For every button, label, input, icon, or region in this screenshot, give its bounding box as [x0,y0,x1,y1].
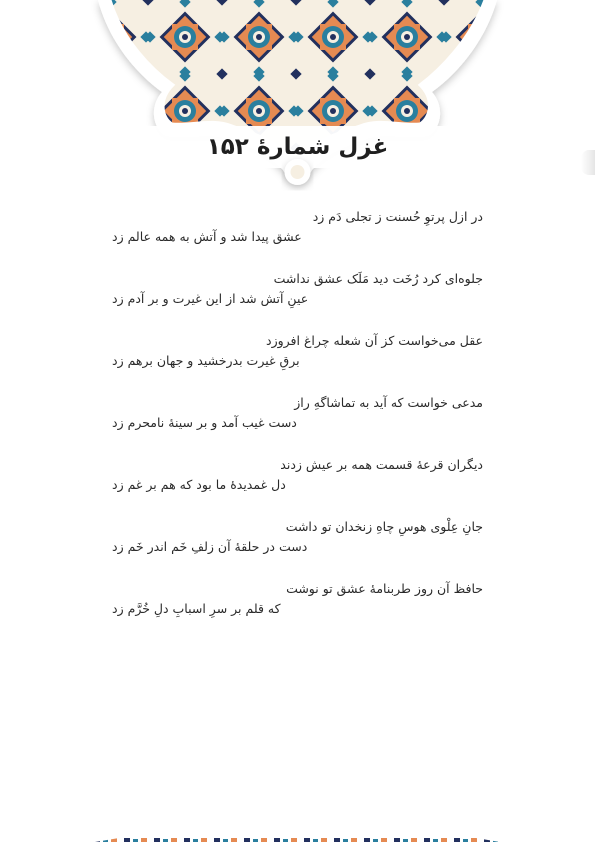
couplet [112,207,483,269]
poem-body [112,207,483,641]
couplet [112,455,483,517]
page-title: غزل شمارهٔ ۱۵۲ [206,134,389,160]
hemistich-second-text: دل غمدیدهٔ ما بود که هم بر غم زد [112,477,286,492]
hemistich-first: مدعی خواست که آید به تماشاگهِ راز [294,395,483,410]
hemistich-first: در ازل پرتوِ حُسنت ز تجلی دَم زد [312,209,483,224]
footer-tile-ornament [0,834,595,842]
hemistich-first: جلوه‌ای کرد رُخَت دید مَلَک عشق نداشت [273,271,483,286]
hemistich-first: جانِ عِلْوی هوسِ چاهِ زنخدان تو داشت [285,519,483,534]
hemistich-first: حافظ آن روز طربنامهٔ عشق تو نوشت [286,581,483,596]
hemistich-second [112,475,483,495]
header-tile-ornament [0,0,595,200]
couplet [112,579,483,641]
hemistich-second-text: دست در حلقهٔ آن زلفِ خَم اندر خَم زد [112,539,308,554]
hemistich-second [112,227,483,247]
hemistich-second [112,537,483,557]
hemistich-second [112,351,483,371]
couplet [112,393,483,455]
hemistich-second-text: که قلم بر سرِ اسبابِ دلِ خُرَّم زد [112,601,281,616]
hemistich-first: دیگران قرعهٔ قسمت همه بر عیش زدند [280,457,483,472]
couplet [112,269,483,331]
hemistich-second-text: عشق پیدا شد و آتش به همه عالم زد [112,229,302,244]
hemistich-first: عقل می‌خواست کز آن شعله چراغ افروزد [266,333,483,348]
hemistich-second-text: دست غیب آمد و بر سینهٔ نامحرم زد [112,415,297,430]
hemistich-second [112,599,483,619]
couplet [112,517,483,579]
couplet [112,331,483,393]
page-edge-shadow [581,150,595,175]
hemistich-second-text: عینِ آتش شد از این غیرت و بر آدم زد [112,291,309,306]
hemistich-second [112,289,483,309]
title-plate [112,127,483,167]
hemistich-second [112,413,483,433]
hemistich-second-text: برقِ غیرت بدرخشید و جهان برهم زد [112,353,300,368]
